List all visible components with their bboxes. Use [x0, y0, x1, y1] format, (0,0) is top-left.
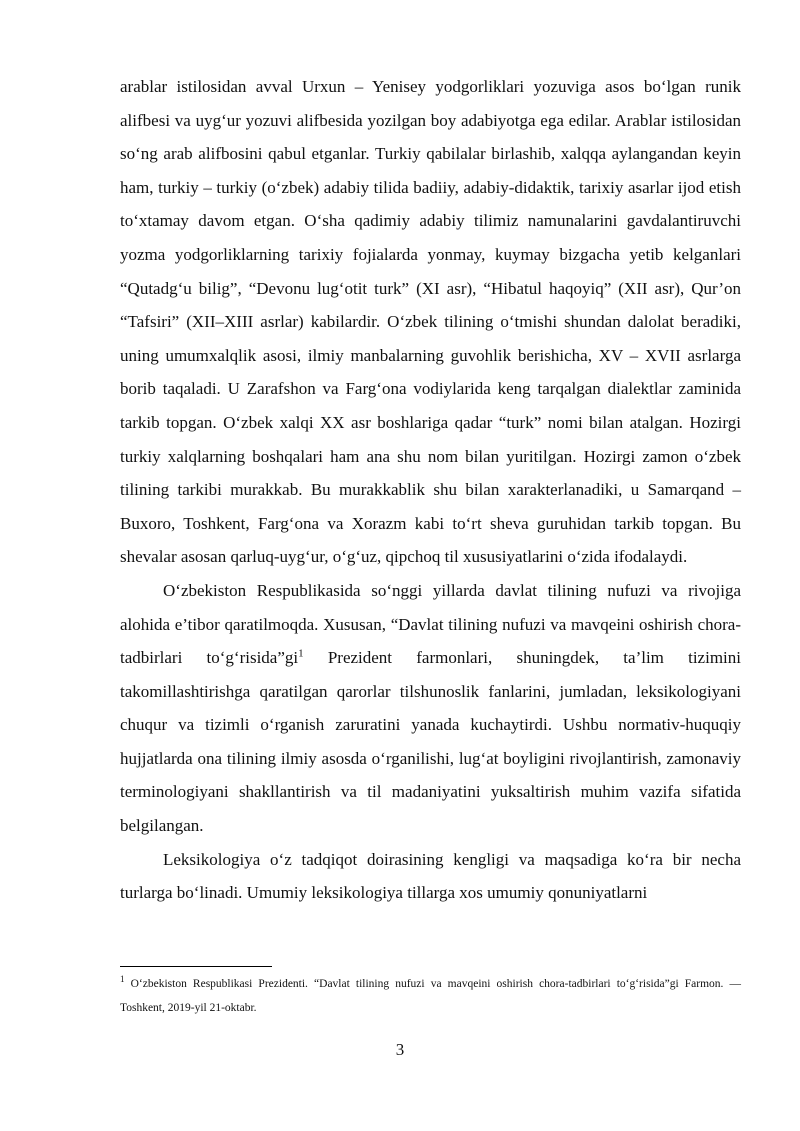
footnote-text: O‘zbekiston Respublikasi Prezidenti. “Davlat tilining nufuzi va mavqeini oshirish chora-tadbirlari to‘g‘risida”gi Farmon. — Toshkent, 2019-yil 21-oktabr. — [120, 978, 742, 1014]
footnote — [120, 972, 741, 1020]
page-number: 3 — [395, 1040, 405, 1059]
paragraph-2 — [120, 574, 741, 843]
document-body — [120, 70, 741, 910]
paragraph-2-text-after: Prezident farmonlari, shuningdek, ta’lim tizimini takomillashtirishga qaratilgan qarorlar tilshunoslik fanlarini, jumladan, leksikologiyani chuqur va tizimli o‘rganish zaruratini yanada kuchaytirdi. Ushbu normativ-huquqiy hujjatlarda ona tilining ilmiy asosda o‘rganilishi, lug‘at boyligini rivojlantirish, zamonaviy terminologiyani shakllantirish va til madaniyatini yuksaltirish muhim vazifa sifatida belgilangan. — [120, 648, 741, 836]
footnote-number: 1 — [120, 974, 125, 985]
paragraph-2-text-before: O‘zbekiston Respublikasida so‘nggi yillarda davlat tilining nufuzi va rivojiga alohida e’tibor qaratilmoqda. Xususan, “Davlat tilining nufuzi va mavqeini oshirish chora-tadbirlari to‘g‘risida”gi — [120, 580, 741, 668]
paragraph-1: arablar istilosidan avval Urxun – Yenisey yodgorliklari yozuviga asos bo‘lgan runik alifbesi va uyg‘ur yozuvi alifbesida yozilgan boy adabiyotga ega edilar. Arablar istilosidan so‘ng arab alifbosini qabul etganlar. Turkiy qabilalar birlashib, xalqqa aylangandan keyin ham, turkiy – turkiy (o‘zbek) adabiy tilida badiiy, adabiy-didaktik, tarixiy asarlar ijod etish to‘xtamay davom etgan. O‘sha qadimiy adabiy tilimiz namunalarini gavdalantiruvchi yozma yodgorliklarning tarixiy fojialarda yonmay, kuymay bizgacha yetib kelganlari “Qutadg‘u bilig”, “Devonu lug‘otit turk” (XI asr), “Hibatul haqoyiq” (XII asr), Qur’on “Tafsiri” (XII–XIII asrlar) kabilardir. O‘zbek tilining o‘tmishi shundan dalolat beradiki, uning umumxalqlik asosi, ilmiy manbalarning guvohlik berishicha, XV – XVII asrlarga borib taqaladi. U Zarafshon va Farg‘ona vodiylarida keng tarqalgan dialektlar zaminida tarkib topgan. O‘zbek xalqi XX asr boshlariga qadar “turk” nomi bilan atalgan. Hozirgi turkiy xalqlarning boshqalari ham ana shu nom bilan yuritilgan. Hozirgi zamon o‘zbek tilining tarkibi murakkab. Bu murakkablik shu bilan xarakterlanadiki, u Samarqand – Buxoro, Toshkent, Farg‘ona va Xorazm kabi to‘rt sheva guruhidan tarkib topgan. Bu shevalar asosan qarluq-uyg‘ur, o‘g‘uz, qipchoq til xususiyatlarini o‘zida ifodalaydi. — [120, 77, 741, 567]
footnote-separator — [120, 966, 272, 967]
paragraph-3: Leksikologiya o‘z tadqiqot doirasining kengligi va maqsadiga ko‘ra bir necha turlarga bo‘linadi. Umumiy leksikologiya tillarga xos umumiy qonuniyatlarni — [120, 849, 741, 903]
footnote-reference[interactable]: 1 — [298, 647, 304, 660]
